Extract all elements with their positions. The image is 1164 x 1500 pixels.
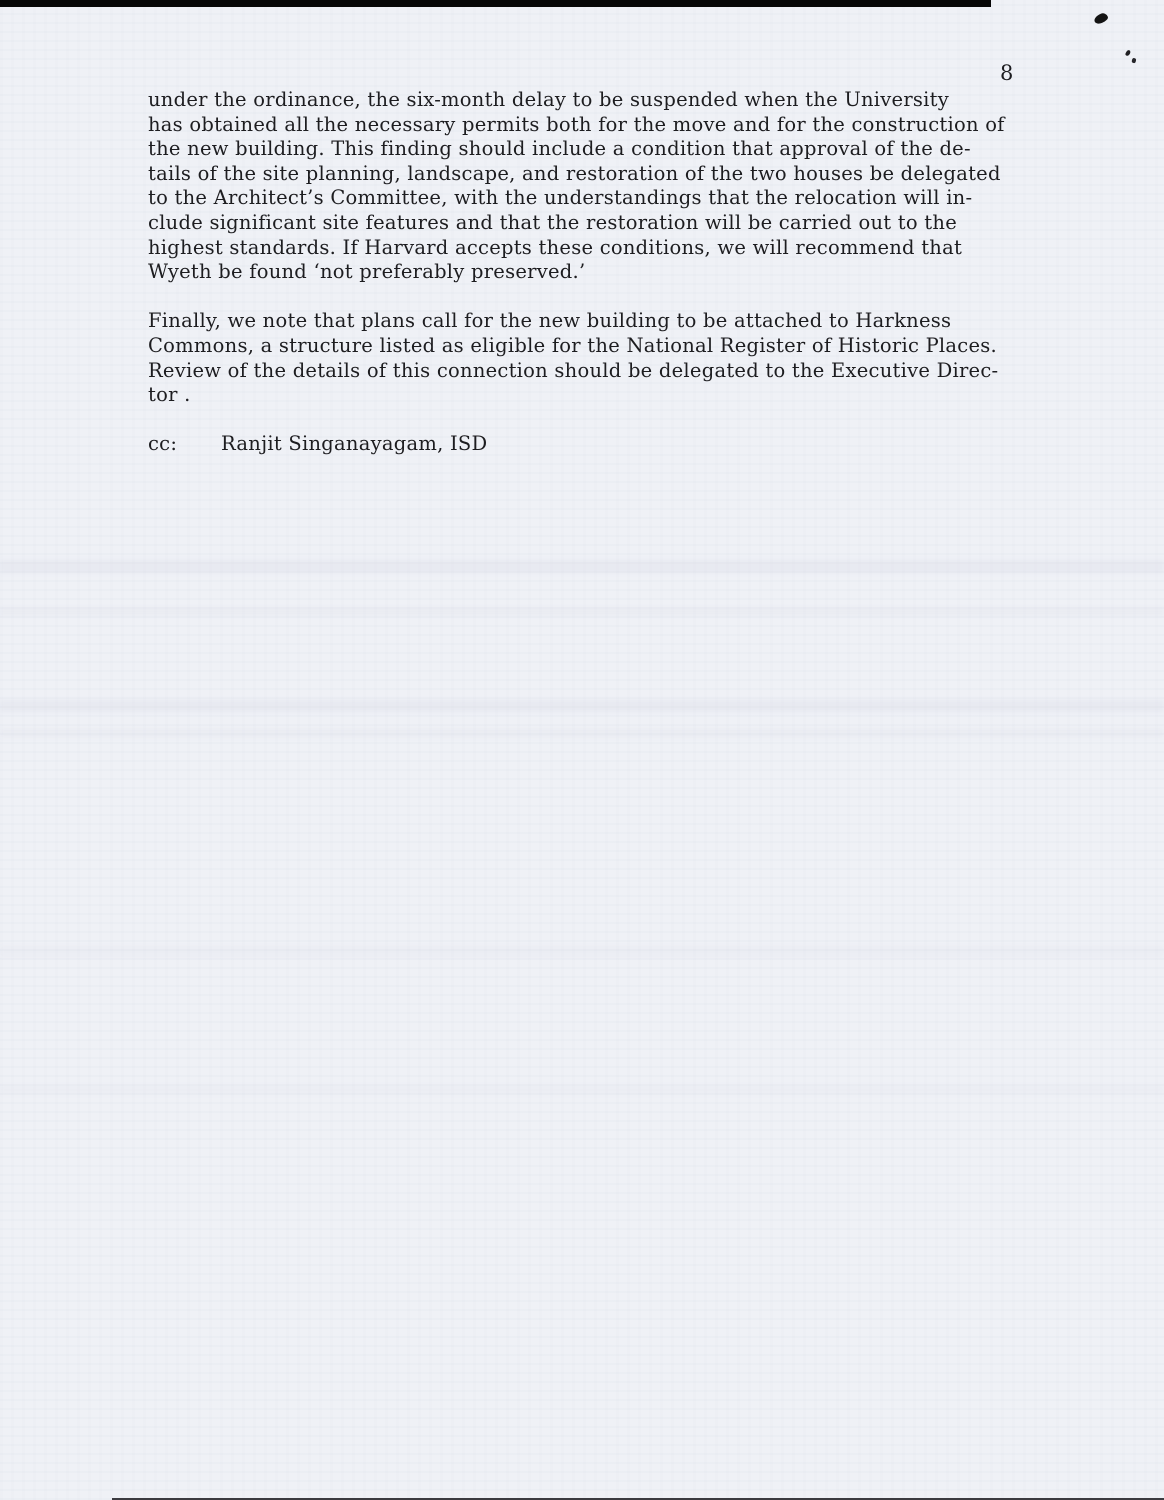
ink-speck <box>1093 12 1109 26</box>
text-line: Wyeth be found ‘not preferably preserved.’ <box>148 260 586 284</box>
bleed-through-artifact <box>0 607 1164 616</box>
text-line: has obtained all the necessary permits both for the move and for the construction of <box>148 112 1005 136</box>
letter-body <box>148 88 1033 457</box>
bleed-through-artifact <box>0 560 1164 573</box>
cc-recipient: Ranjit Singanayagam, ISD <box>221 432 488 456</box>
ink-speck <box>1131 58 1136 63</box>
paragraph <box>148 309 1033 407</box>
page-number: 8 <box>1000 61 1014 85</box>
text-line: tails of the site planning, landscape, and restoration of the two houses be delegated <box>148 161 1001 185</box>
ink-speck <box>1125 49 1131 56</box>
text-line: Commons, a structure listed as eligible for the National Register of Historic Places. <box>148 333 997 357</box>
text-line: the new building. This finding should include a condition that approval of the de- <box>148 137 971 161</box>
text-line: Review of the details of this connection should be delegated to the Executive Direc- <box>148 358 999 382</box>
bleed-through-artifact <box>0 946 1164 957</box>
text-line: Finally, we note that plans call for the new building to be attached to Harkness <box>148 309 952 333</box>
bleed-through-artifact <box>0 728 1164 738</box>
text-line: tor . <box>148 383 191 407</box>
paragraph <box>148 88 1033 285</box>
bleed-through-artifact <box>0 1085 1164 1095</box>
scan-edge-top-artifact <box>0 0 991 7</box>
text-line: highest standards. If Harvard accepts these conditions, we will recommend that <box>148 235 963 259</box>
text-line: clude significant site features and that the restoration will be carried out to the <box>148 210 957 234</box>
bleed-through-artifact <box>0 700 1164 712</box>
text-line: to the Architect’s Committee, with the understandings that the relocation will in- <box>148 186 973 210</box>
text-line: under the ordinance, the six-month delay to be suspended when the University <box>148 88 950 111</box>
cc-label: cc: <box>148 432 178 456</box>
cc-line <box>148 432 1033 457</box>
